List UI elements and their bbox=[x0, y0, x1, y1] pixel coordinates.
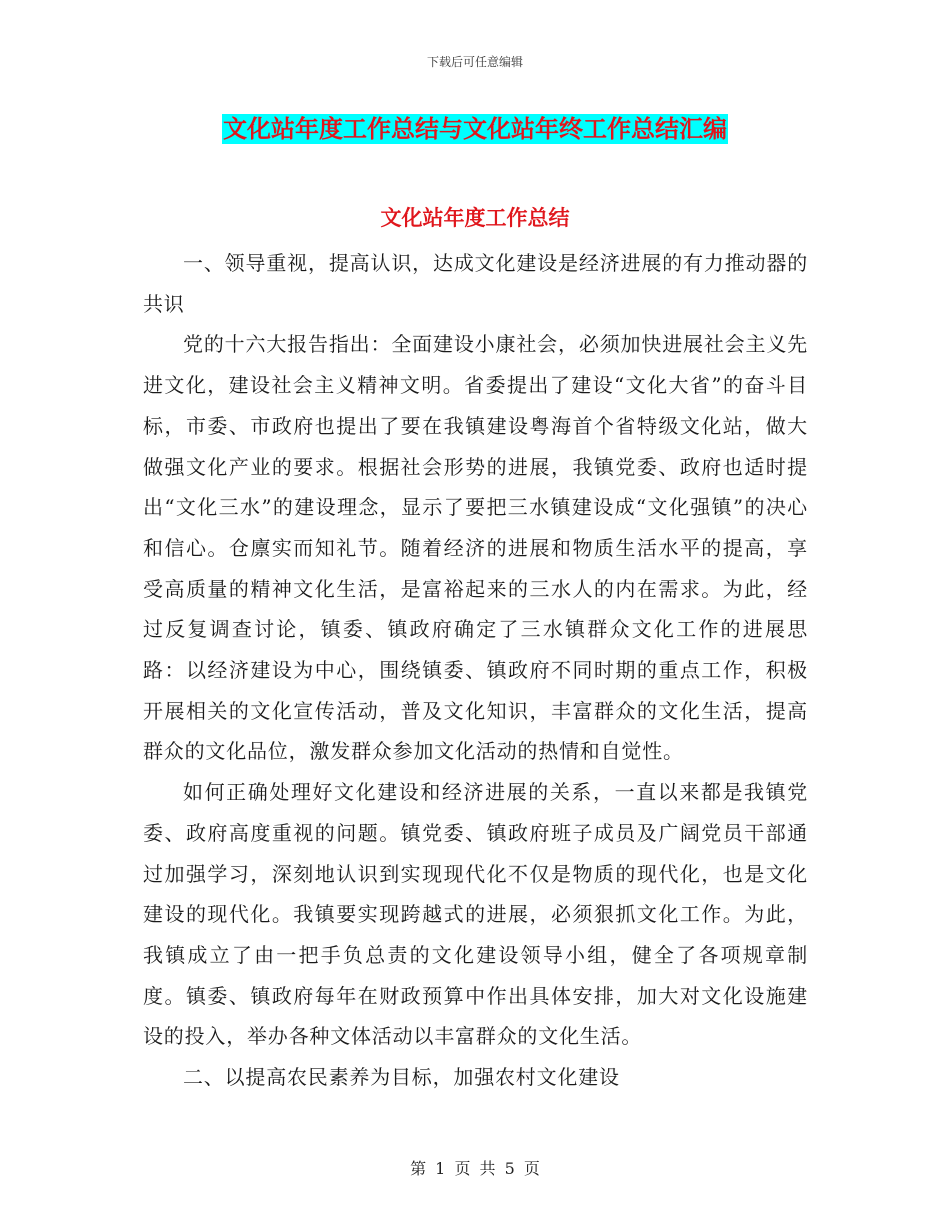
section-title: 文化站年度工作总结 bbox=[380, 206, 570, 230]
paragraph: 如何正确处理好文化建设和经济进展的关系，一直以来都是我镇党委、政府高度重视的问题。镇党委、镇政府班子成员及广阔党员干部通过加强学习，深刻地认识到实现现代化不仅是物质的现代化，也是文化建设的现代化。我镇要实现跨越式的进展，必须狠抓文化工作。为此，我镇成立了由一把手负总责的文化建设领导小组，健全了各项规章制度。镇委、镇政府每年在财政预算中作出具体安排，加大对文化设施建设的投入，举办各种文体活动以丰富群众的文化生活。 bbox=[143, 780, 808, 1049]
page-number-footer: 第 1 页 共 5 页 bbox=[410, 1159, 540, 1178]
document-title: 文化站年度工作总结与文化站年终工作总结汇编 bbox=[223, 115, 727, 143]
paragraph-heading-1: 一、领导重视，提高认识，达成文化建设是经济进展的有力推动器的共识 bbox=[143, 251, 808, 316]
paragraph: 党的十六大报告指出：全面建设小康社会，必须加快进展社会主义先进文化，建设社会主义精神文明。省委提出了建设“文化大省”的奋斗目标，市委、市政府也提出了要在我镇建设粤海首个省特级文化站，做大做强文化产业的要求。根据社会形势的进展，我镇党委、政府也适时提出“文化三水”的建设理念，显示了要把三水镇建设成“文化强镇”的决心和信心。仓廪实而知礼节。随着经济的进展和物质生活水平的提高，享受高质量的精神文化生活，是富裕起来的三水人的内在需求。为此，经过反复调查讨论，镇委、镇政府确定了三水镇群众文化工作的进展思路：以经济建设为中心，围绕镇委、镇政府不同时期的重点工作，积极开展相关的文化宣传活动，普及文化知识，丰富群众的文化生活，提高群众的文化品位，激发群众参加文化活动的热情和自觉性。 bbox=[143, 332, 808, 764]
header-note: 下载后可任意编辑 bbox=[426, 55, 523, 69]
document-body bbox=[143, 243, 808, 1098]
paragraph-heading-2: 二、以提高农民素养为目标，加强农村文化建设 bbox=[183, 1065, 620, 1090]
